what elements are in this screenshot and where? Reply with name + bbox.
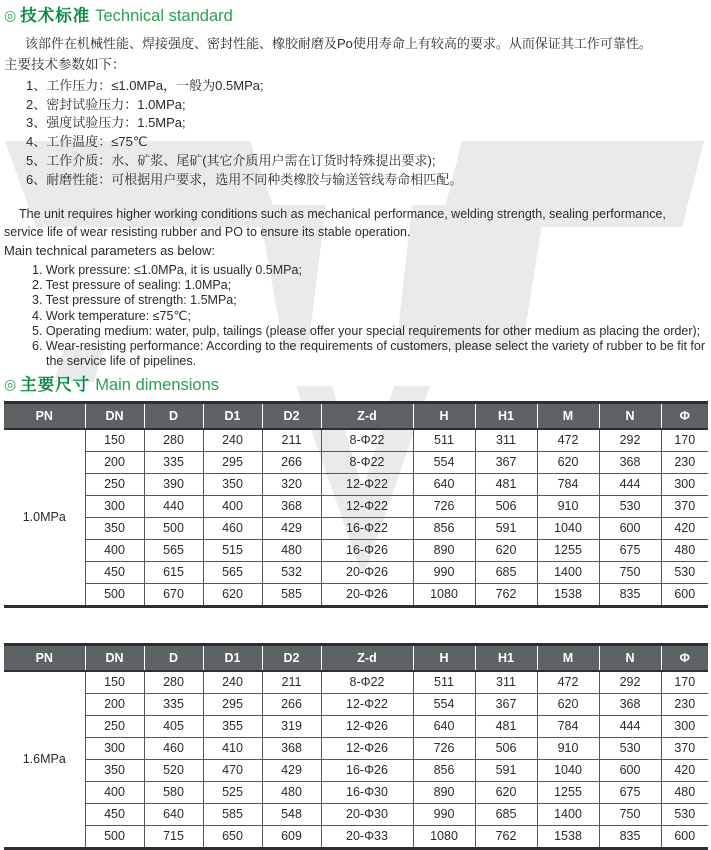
- dimension-cell: 444: [599, 473, 661, 495]
- dimension-cell: 609: [262, 825, 321, 848]
- dimension-cell: 1040: [537, 517, 599, 539]
- dimension-cell: 530: [599, 737, 661, 759]
- dimension-cell: 295: [203, 451, 262, 473]
- main-dimensions-title-en: Main dimensions: [95, 375, 220, 394]
- dimension-cell: 750: [599, 803, 661, 825]
- dimension-cell: 600: [599, 517, 661, 539]
- dimension-cell: 311: [475, 429, 537, 452]
- dimension-cell: 990: [413, 561, 475, 583]
- dimension-cell: 300: [85, 737, 144, 759]
- dimension-cell: 525: [203, 781, 262, 803]
- dimension-cell: 620: [537, 693, 599, 715]
- dimension-cell: 506: [475, 495, 537, 517]
- dimension-cell: 20-Φ30: [321, 803, 413, 825]
- table-row: [4, 583, 708, 606]
- column-header-m: M: [537, 644, 599, 671]
- dimension-cell: 585: [262, 583, 321, 606]
- dimension-cell: 591: [475, 517, 537, 539]
- dimension-cell: 511: [413, 671, 475, 694]
- dimension-cell: 460: [203, 517, 262, 539]
- dimension-cell: 311: [475, 671, 537, 694]
- list-item: 5. Operating medium: water, pulp, tailings (please offer your special requirements for other medium as placing the order);: [32, 323, 701, 338]
- dimension-cell: 472: [537, 429, 599, 452]
- dimension-cell: 500: [85, 825, 144, 848]
- list-item: 6、耐磨性能：可根据用户要求，选用不同种类橡胶与输送管线寿命相匹配。: [26, 171, 463, 187]
- dimension-cell: 670: [144, 583, 203, 606]
- dimension-cell: 429: [262, 759, 321, 781]
- dimension-cell: 335: [144, 451, 203, 473]
- column-header-pn: PN: [4, 402, 85, 429]
- dimension-cell: 444: [599, 715, 661, 737]
- column-header-dn: DN: [85, 402, 144, 429]
- dimension-cell: 890: [413, 539, 475, 561]
- column-header-d1: D1: [203, 644, 262, 671]
- dimension-cell: 266: [262, 451, 321, 473]
- dimension-cell: 150: [85, 671, 144, 694]
- column-header-z-d: Z-d: [321, 644, 413, 671]
- dimension-cell: 640: [413, 715, 475, 737]
- dimension-cell: 856: [413, 759, 475, 781]
- table-row: [4, 759, 708, 781]
- table-row: [4, 693, 708, 715]
- table-header-row: [4, 644, 708, 671]
- dimension-cell: 470: [203, 759, 262, 781]
- dimension-cell: 480: [262, 781, 321, 803]
- dimension-cell: 856: [413, 517, 475, 539]
- column-header-z-d: Z-d: [321, 402, 413, 429]
- dimension-cell: 12-Φ22: [321, 473, 413, 495]
- dimension-cell: 620: [537, 451, 599, 473]
- dimension-cell: 726: [413, 737, 475, 759]
- dimension-cell: 472: [537, 671, 599, 694]
- params-list-cn: [4, 77, 707, 189]
- column-header-φ: Φ: [661, 402, 708, 429]
- dimension-cell: 320: [262, 473, 321, 495]
- dimension-cell: 300: [85, 495, 144, 517]
- dimension-cell: 1080: [413, 825, 475, 848]
- column-header-dn: DN: [85, 644, 144, 671]
- dimension-cell: 1080: [413, 583, 475, 606]
- dimension-cell: 835: [599, 583, 661, 606]
- dimension-cell: 410: [203, 737, 262, 759]
- column-header-m: M: [537, 402, 599, 429]
- dimension-cell: 620: [475, 539, 537, 561]
- list-item: 1. Work pressure: ≤1.0MPa, it is usually 0.5MPa;: [32, 263, 302, 278]
- dimension-cell: 481: [475, 473, 537, 495]
- dimension-cell: 554: [413, 451, 475, 473]
- dimension-cell: 350: [203, 473, 262, 495]
- dimension-cell: 250: [85, 473, 144, 495]
- dimension-cell: 532: [262, 561, 321, 583]
- dimension-cell: 726: [413, 495, 475, 517]
- dimension-cell: 620: [475, 781, 537, 803]
- dimension-cell: 640: [144, 803, 203, 825]
- table-row: [4, 539, 708, 561]
- dimension-cell: 640: [413, 473, 475, 495]
- table-row: [4, 737, 708, 759]
- dimension-cell: 170: [661, 671, 708, 694]
- intro-paragraph-en: The unit requires higher working conditions such as mechanical performance, welding strength, sealing performance, service life of wear resisting rubber and PO to ensure its stable operation.: [4, 207, 666, 239]
- section-heading-main-dimensions: [4, 374, 707, 395]
- table-row: [4, 825, 708, 848]
- table-header-row: [4, 402, 708, 429]
- dimension-cell: 405: [144, 715, 203, 737]
- main-dimensions-title-cn: 主要尺寸: [20, 375, 91, 394]
- dimension-cell: 565: [144, 539, 203, 561]
- dimension-cell: 8-Φ22: [321, 451, 413, 473]
- dimension-cell: 835: [599, 825, 661, 848]
- dimension-cell: 368: [262, 495, 321, 517]
- dimension-cell: 530: [599, 495, 661, 517]
- dimension-cell: 1255: [537, 539, 599, 561]
- dimension-cell: 440: [144, 495, 203, 517]
- table-row: [4, 473, 708, 495]
- dimension-cell: 450: [85, 561, 144, 583]
- column-header-pn: PN: [4, 644, 85, 671]
- dimension-cell: 368: [599, 693, 661, 715]
- dimension-cell: 762: [475, 825, 537, 848]
- params-list-en: [4, 263, 707, 369]
- dimension-cell: 420: [661, 759, 708, 781]
- dimension-cell: 990: [413, 803, 475, 825]
- dimension-cell: 580: [144, 781, 203, 803]
- dimension-cell: 591: [475, 759, 537, 781]
- dimension-cell: 368: [262, 737, 321, 759]
- list-item: 6. Wear-resisting performance: According to the requirements of customers, please select the variety of rubber to be fit for the service life of pipelines.: [32, 338, 706, 368]
- dimension-cell: 16-Φ26: [321, 539, 413, 561]
- column-header-d: D: [144, 402, 203, 429]
- dimension-cell: 480: [661, 781, 708, 803]
- dimension-cell: 240: [203, 671, 262, 694]
- dimension-cell: 585: [203, 803, 262, 825]
- pn-cell: 1.6MPa: [22, 752, 66, 767]
- dimension-cell: 520: [144, 759, 203, 781]
- params-label-en: Main technical parameters as below:: [4, 243, 215, 259]
- dimension-cell: 511: [413, 429, 475, 452]
- dimension-cell: 400: [85, 539, 144, 561]
- dimension-cell: 1538: [537, 825, 599, 848]
- table-row: [4, 781, 708, 803]
- dimension-cell: 8-Φ22: [321, 429, 413, 452]
- dimension-cell: 910: [537, 737, 599, 759]
- table-row: [4, 671, 708, 694]
- dimension-cell: 16-Φ22: [321, 517, 413, 539]
- dimension-cell: 481: [475, 715, 537, 737]
- column-header-h1: H1: [475, 644, 537, 671]
- dimension-cell: 1040: [537, 759, 599, 781]
- list-item: 5、工作介质：水、矿浆、尾矿(其它介质用户需在订货时特殊提出要求);: [26, 152, 436, 168]
- technical-standard-title-cn: 技术标准: [20, 7, 91, 25]
- dimension-cell: 762: [475, 583, 537, 606]
- dimension-cell: 565: [203, 561, 262, 583]
- dimension-cell: 280: [144, 671, 203, 694]
- dimension-cell: 300: [661, 715, 708, 737]
- dimension-cell: 295: [203, 693, 262, 715]
- dimensions-table-1-0mpa: [4, 401, 708, 608]
- table-row: [4, 429, 708, 452]
- dimension-cell: 784: [537, 715, 599, 737]
- dimension-cell: 530: [661, 561, 708, 583]
- dimension-cell: 530: [661, 803, 708, 825]
- column-header-d2: D2: [262, 644, 321, 671]
- dimension-cell: 620: [203, 583, 262, 606]
- section-heading-technical-standard: [4, 5, 707, 26]
- dimension-cell: 211: [262, 671, 321, 694]
- dimension-cell: 675: [599, 539, 661, 561]
- dimension-cell: 429: [262, 517, 321, 539]
- dimension-cell: 515: [203, 539, 262, 561]
- dimension-cell: 400: [85, 781, 144, 803]
- dimension-cell: 12-Φ26: [321, 715, 413, 737]
- list-item: 3、强度试验压力：1.5MPa;: [26, 115, 186, 131]
- dimension-cell: 319: [262, 715, 321, 737]
- dimension-cell: 910: [537, 495, 599, 517]
- dimension-cell: 390: [144, 473, 203, 495]
- dimension-cell: 1538: [537, 583, 599, 606]
- dimension-cell: 16-Φ30: [321, 781, 413, 803]
- dimension-cell: 480: [661, 539, 708, 561]
- dimension-cell: 350: [85, 759, 144, 781]
- list-item: 1、工作压力：≤1.0MPa，一般为0.5MPa;: [26, 78, 264, 93]
- dimension-cell: 500: [144, 517, 203, 539]
- list-item: 2、密封试验压力：1.0MPa;: [26, 96, 186, 112]
- dimension-cell: 12-Φ22: [321, 495, 413, 517]
- technical-standard-title-en: Technical standard: [95, 7, 233, 25]
- dimension-cell: 266: [262, 693, 321, 715]
- dimension-cell: 750: [599, 561, 661, 583]
- dimension-cell: 600: [599, 759, 661, 781]
- dimension-cell: 1255: [537, 781, 599, 803]
- dimension-cell: 784: [537, 473, 599, 495]
- dimension-cell: 20-Φ26: [321, 583, 413, 606]
- dimension-cell: 370: [661, 495, 708, 517]
- dimension-cell: 355: [203, 715, 262, 737]
- table-row: [4, 715, 708, 737]
- dimension-cell: 400: [203, 495, 262, 517]
- dimension-cell: 335: [144, 693, 203, 715]
- dimension-cell: 16-Φ26: [321, 759, 413, 781]
- column-header-h: H: [413, 644, 475, 671]
- dimension-cell: 554: [413, 693, 475, 715]
- dimension-cell: 685: [475, 803, 537, 825]
- column-header-d: D: [144, 644, 203, 671]
- intro-paragraph-cn: 该部件在机械性能、焊接强度、密封性能、橡胶耐磨及Po使用寿命上有较高的要求。从而保证其工作可靠性。: [25, 36, 652, 51]
- pn-cell: 1.0MPa: [22, 510, 66, 525]
- column-header-φ: Φ: [661, 644, 708, 671]
- dimension-cell: 170: [661, 429, 708, 452]
- dimension-cell: 250: [85, 715, 144, 737]
- dimension-cell: 600: [661, 583, 708, 606]
- dimension-cell: 500: [85, 583, 144, 606]
- list-item: 3. Test pressure of strength: 1.5MPa;: [32, 293, 237, 308]
- dimension-cell: 8-Φ22: [321, 671, 413, 694]
- dimension-cell: 685: [475, 561, 537, 583]
- dimension-cell: 368: [599, 451, 661, 473]
- dimension-cell: 370: [661, 737, 708, 759]
- dimension-cell: 715: [144, 825, 203, 848]
- dimension-cell: 1400: [537, 561, 599, 583]
- table-row: [4, 561, 708, 583]
- dimension-cell: 280: [144, 429, 203, 452]
- dimension-cell: 420: [661, 517, 708, 539]
- dimension-cell: 367: [475, 451, 537, 473]
- double-circle-bullet-icon: ◎: [4, 375, 17, 392]
- dimension-cell: 675: [599, 781, 661, 803]
- table-row: [4, 495, 708, 517]
- dimension-cell: 211: [262, 429, 321, 452]
- dimension-cell: 292: [599, 671, 661, 694]
- dimension-cell: 12-Φ22: [321, 693, 413, 715]
- dimension-cell: 460: [144, 737, 203, 759]
- dimension-cell: 300: [661, 473, 708, 495]
- dimension-cell: 240: [203, 429, 262, 452]
- list-item: 4、工作温度：≤75℃: [26, 134, 148, 150]
- dimension-cell: 548: [262, 803, 321, 825]
- dimension-cell: 367: [475, 693, 537, 715]
- table-row: [4, 803, 708, 825]
- dimension-cell: 200: [85, 451, 144, 473]
- dimension-cell: 350: [85, 517, 144, 539]
- dimension-cell: 615: [144, 561, 203, 583]
- list-item: 4. Work temperature: ≤75℃;: [32, 308, 191, 323]
- dimension-cell: 20-Φ26: [321, 561, 413, 583]
- double-circle-bullet-icon: ◎: [4, 7, 17, 23]
- column-header-n: N: [599, 402, 661, 429]
- dimensions-table-1-6mpa: [4, 643, 708, 850]
- dimension-cell: 230: [661, 693, 708, 715]
- column-header-d2: D2: [262, 402, 321, 429]
- dimension-cell: 450: [85, 803, 144, 825]
- dimension-cell: 12-Φ26: [321, 737, 413, 759]
- table-row: [4, 451, 708, 473]
- dimension-cell: 230: [661, 451, 708, 473]
- list-item: 2. Test pressure of sealing: 1.0MPa;: [32, 278, 232, 293]
- table-row: [4, 517, 708, 539]
- dimension-cell: 20-Φ33: [321, 825, 413, 848]
- column-header-h1: H1: [475, 402, 537, 429]
- column-header-n: N: [599, 644, 661, 671]
- dimension-cell: 292: [599, 429, 661, 452]
- dimension-cell: 1400: [537, 803, 599, 825]
- dimension-cell: 506: [475, 737, 537, 759]
- dimension-cell: 650: [203, 825, 262, 848]
- dimension-cell: 200: [85, 693, 144, 715]
- dimension-cell: 150: [85, 429, 144, 452]
- dimension-cell: 480: [262, 539, 321, 561]
- dimension-cell: 600: [661, 825, 708, 848]
- dimension-cell: 890: [413, 781, 475, 803]
- params-label-cn: 主要技术参数如下：: [4, 57, 126, 72]
- column-header-h: H: [413, 402, 475, 429]
- column-header-d1: D1: [203, 402, 262, 429]
